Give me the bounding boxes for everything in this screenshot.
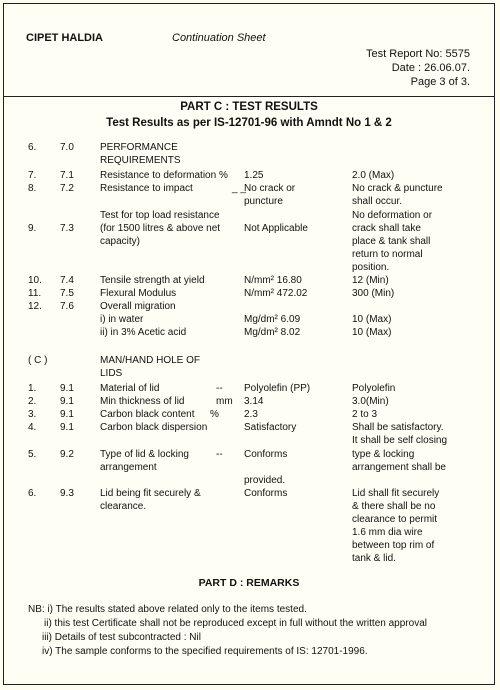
parameter: Resistance to deformation % <box>100 170 228 181</box>
parameter: Tensile strength at yield <box>100 275 205 286</box>
remark-line: ii) this test Certificate shall not be reproduced except in full without the written approval <box>44 618 427 629</box>
specification: tank & lid. <box>352 553 396 564</box>
specification: It shall be self closing <box>352 435 448 446</box>
clause: 7.1 <box>60 170 74 181</box>
parameter: ii) in 3% Acetic acid <box>100 327 187 338</box>
specification: 10 (Max) <box>352 327 392 338</box>
parameter: capacity) <box>100 236 141 247</box>
result: Mg/dm² 6.09 <box>244 314 301 325</box>
result: Not Applicable <box>244 223 308 234</box>
row-no: 8. <box>28 183 37 194</box>
row-no: 9. <box>28 223 37 234</box>
specification: 300 (Min) <box>352 288 395 299</box>
result: 1.25 <box>244 170 264 181</box>
specification: 12 (Min) <box>352 275 389 286</box>
specification: shall occur. <box>352 196 403 207</box>
report-page <box>3 3 495 685</box>
clause: 9.1 <box>60 409 74 420</box>
row-no: 3. <box>28 409 37 420</box>
row-no: 1. <box>28 383 37 394</box>
specification: between top rim of <box>352 540 435 551</box>
clause: 9.1 <box>60 422 74 433</box>
row-no: 6. <box>28 142 37 153</box>
part-c-subtitle: Test Results as per IS-12701-96 with Amndt No 1 & 2 <box>106 117 392 129</box>
parameter: arrangement <box>100 462 157 473</box>
unit: -- <box>216 449 223 460</box>
report-number: Test Report No: 5575 <box>366 48 470 60</box>
part-d-title: PART D : REMARKS <box>198 577 300 589</box>
row-no: 12. <box>28 301 42 312</box>
section-heading: LIDS <box>100 368 123 379</box>
clause: 7.3 <box>60 223 74 234</box>
specification: type & locking <box>352 449 415 460</box>
row-no: 4. <box>28 422 37 433</box>
result: N/mm² 472.02 <box>244 288 308 299</box>
clause: 7.4 <box>60 275 74 286</box>
specification: No crack & puncture <box>352 183 443 194</box>
result: Conforms <box>244 449 288 460</box>
specification: 2.0 (Max) <box>352 170 395 181</box>
row-no: 7. <box>28 170 37 181</box>
parameter: Flexural Modulus <box>100 288 177 299</box>
result: Polyolefin (PP) <box>244 383 311 394</box>
clause: 7.6 <box>60 301 74 312</box>
specification: 1.6 mm dia wire <box>352 527 423 538</box>
parameter: i) in water <box>100 314 144 325</box>
clause: 9.3 <box>60 488 74 499</box>
parameter: Overall migration <box>100 301 176 312</box>
row-no: 6. <box>28 488 37 499</box>
result: 3.14 <box>244 396 264 407</box>
parameter: Carbon black dispersion <box>100 422 208 433</box>
specification: No deformation or <box>352 210 433 221</box>
parameter: clearance. <box>100 501 147 512</box>
header-divider <box>4 96 494 97</box>
unit: mm <box>216 396 233 407</box>
result: No crack or <box>244 183 296 194</box>
result: Satisfactory <box>244 422 297 433</box>
specification: 3.0(Min) <box>352 396 389 407</box>
parameter: Material of lid <box>100 383 160 394</box>
result: Conforms <box>244 488 288 499</box>
result: puncture <box>244 196 283 207</box>
sheet-label: Continuation Sheet <box>172 32 266 44</box>
specification: 10 (Max) <box>352 314 392 325</box>
parameter: Lid being fit securely & <box>100 488 201 499</box>
clause: 7.5 <box>60 288 74 299</box>
section-label: ( C ) <box>28 355 48 366</box>
parameter: Resistance to impact <box>100 183 193 194</box>
report-date: Date : 26.06.07. <box>391 62 470 74</box>
specification: arrangement shall be <box>352 462 446 473</box>
specification: clearance to permit <box>352 514 438 525</box>
result: Mg/dm² 8.02 <box>244 327 301 338</box>
row-no: 2. <box>28 396 37 407</box>
specification: & there shall be no <box>352 501 436 512</box>
unit: _ _ <box>232 183 246 194</box>
specification: crack shall take <box>352 223 421 234</box>
part-c-title: PART C : TEST RESULTS <box>180 101 318 113</box>
specification: Lid shall fit securely <box>352 488 440 499</box>
parameter: Min thickness of lid <box>100 396 185 407</box>
parameter: Test for top load resistance <box>100 210 220 221</box>
remark-line: iv) The sample conforms to the specified requirements of IS: 12701-1996. <box>42 646 368 657</box>
parameter: PERFORMANCE <box>100 142 178 153</box>
clause: 9.2 <box>60 449 74 460</box>
row-no: 10. <box>28 275 42 286</box>
clause: 7.2 <box>60 183 74 194</box>
parameter: Type of lid & locking <box>100 449 189 460</box>
specification: place & tank shall <box>352 236 431 247</box>
result: N/mm² 16.80 <box>244 275 302 286</box>
clause: 9.1 <box>60 383 74 394</box>
remark-line: iii) Details of test subcontracted : Nil <box>42 632 201 643</box>
remark-line: NB: i) The results stated above related only to the items tested. <box>28 604 307 615</box>
specification: 2 to 3 <box>352 409 378 420</box>
specification: Shall be satisfactory. <box>352 422 444 433</box>
parameter: REQUIREMENTS <box>100 155 181 166</box>
page-number: Page 3 of 3. <box>410 76 470 88</box>
clause: 7.0 <box>60 142 74 153</box>
parameter: Carbon black content <box>100 409 195 420</box>
section-heading: MAN/HAND HOLE OF <box>100 355 201 366</box>
unit: -- <box>216 383 223 394</box>
org-name: CIPET HALDIA <box>26 32 103 44</box>
parameter: (for 1500 litres & above net <box>100 223 221 234</box>
result: 2.3 <box>244 409 258 420</box>
specification: position. <box>352 262 390 273</box>
result: provided. <box>244 475 286 486</box>
unit: % <box>210 409 219 420</box>
row-no: 5. <box>28 449 37 460</box>
clause: 9.1 <box>60 396 74 407</box>
specification: Polyolefin <box>352 383 396 394</box>
row-no: 11. <box>28 288 42 299</box>
specification: return to normal <box>352 249 423 260</box>
